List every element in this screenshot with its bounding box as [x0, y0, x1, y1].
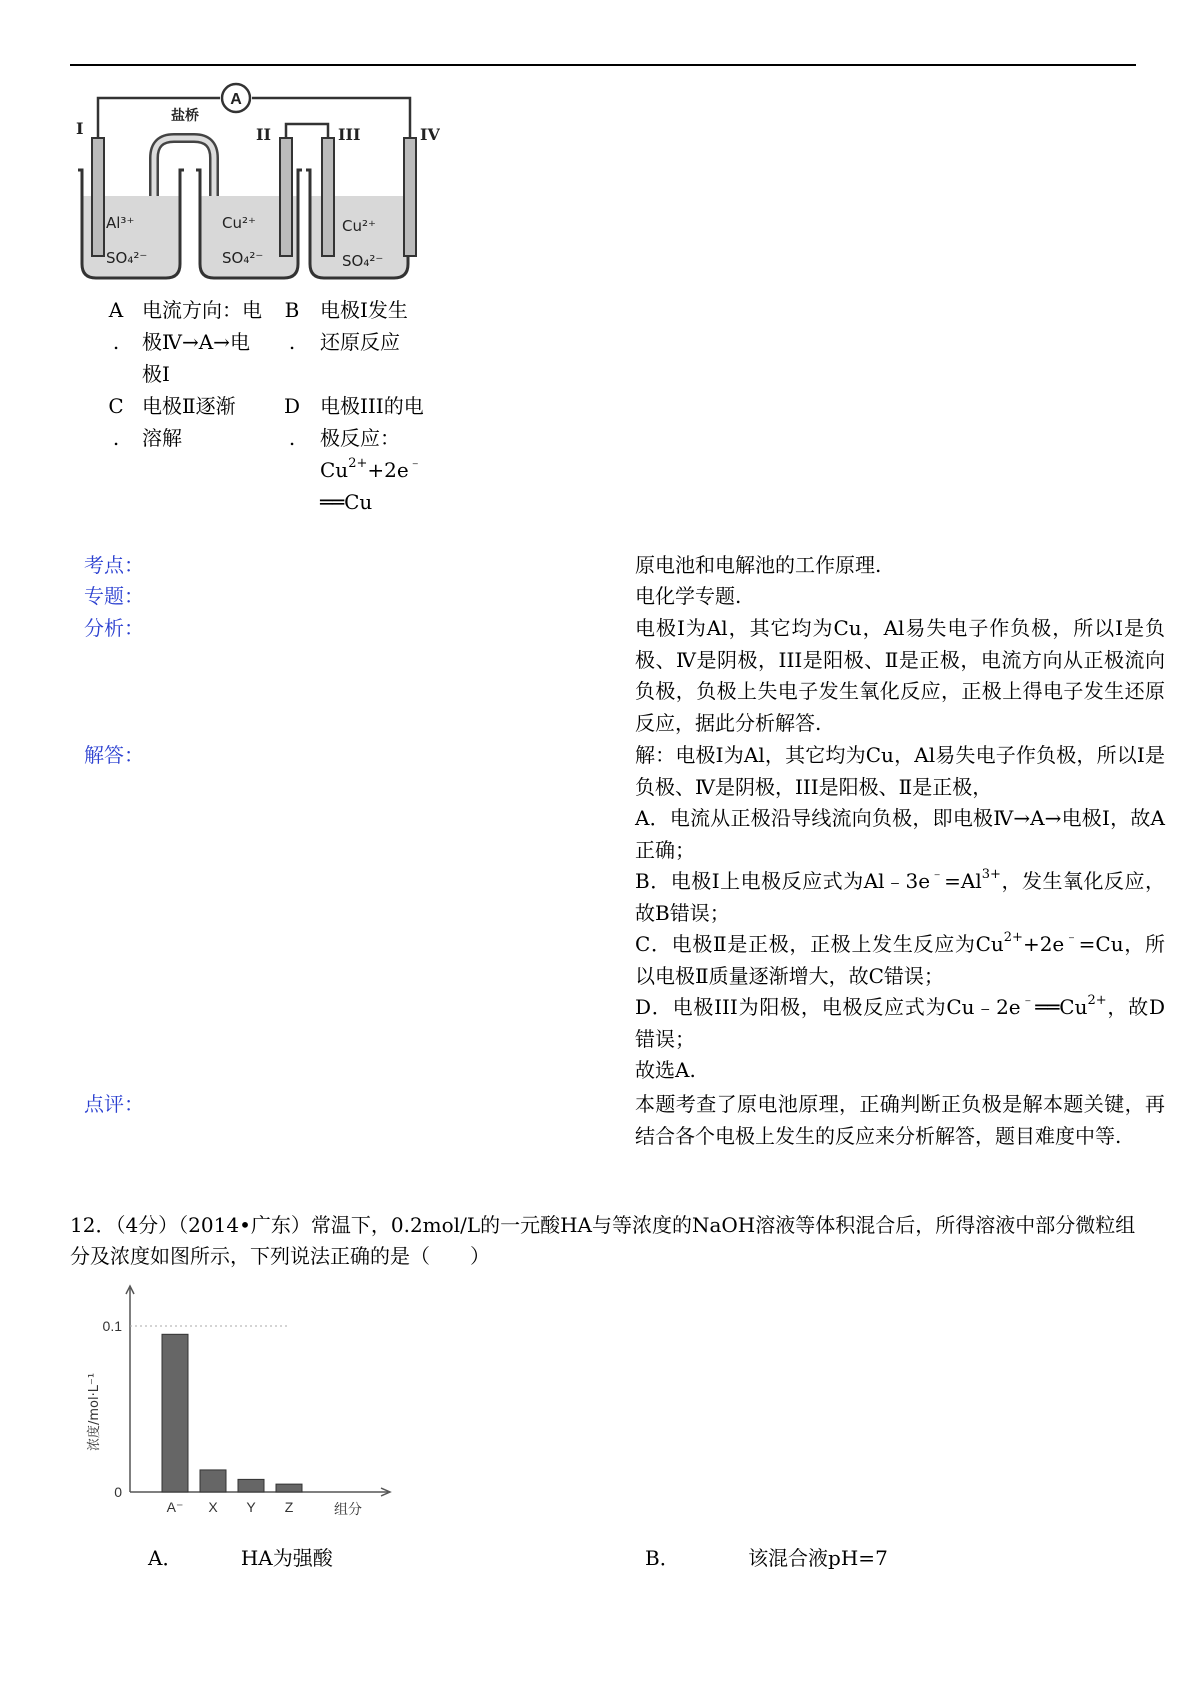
jieda-intro: 解：电极Ⅰ为Al，其它均为Cu，Al易失电子作负极，所以Ⅰ是负极、Ⅳ是阴极，III是阳极、Ⅱ是正极，: [635, 743, 1165, 799]
wire-right: [252, 98, 410, 138]
galvanic-cell-diagram: [70, 78, 440, 288]
dianping-label: 点评：: [84, 1092, 144, 1116]
question-12-stem: 12．（4分）（2014•广东）常温下，0.2mol/L的一元酸HA与等浓度的NaOH溶液等体积混合后，所得溶液中部分微粒组分及浓度如图所示，下列说法正确的是（ ）: [70, 1213, 1136, 1268]
electrode-label-3: III: [338, 125, 361, 144]
electrode-3: [322, 138, 334, 256]
option-text: ══Cu: [320, 490, 373, 514]
x-tick-label-3: Z: [284, 1499, 294, 1515]
ion-anion-2: SO₄²⁻: [222, 249, 264, 267]
electrode-label-1: I: [76, 119, 84, 138]
jieda-c: C．电极Ⅱ是正极，正极上发生反应为$Cu^{2+}+2e^﹣=Cu$，所以电极Ⅱ质量逐渐增大，故C错误；: [635, 930, 1165, 988]
option-text: 极Ⅰ: [142, 362, 170, 386]
option-letter: A: [108, 298, 124, 322]
jieda-label: 解答：: [84, 743, 144, 767]
jieda-end: 故选A.: [635, 1058, 696, 1082]
option-text: 该混合液pH=7: [748, 1546, 888, 1570]
salt-bridge-label: 盐桥: [171, 108, 199, 124]
fenxi-text: 电极Ⅰ为Al，其它均为Cu，Al易失电子作负极，所以Ⅰ是负极、Ⅳ是阴极，III是阳极、Ⅱ是正极，电流方向从正极流向负极，负极上失电子发生氧化反应，正极上得电子发生还原反应，据此分析解答.: [635, 616, 1165, 735]
y-tick-zero: 0: [114, 1484, 122, 1500]
electrode-2: [280, 138, 292, 256]
ion-anion-1: SO₄²⁻: [106, 249, 148, 267]
option-dot: .: [288, 426, 296, 450]
bar-1: [200, 1470, 226, 1492]
option-text: $Cu^{2+}+2e^﹣$: [320, 456, 422, 482]
ion-cation-3: Cu²⁺: [342, 217, 376, 235]
header-rule: [70, 64, 1136, 66]
y-axis-label: 浓度/mol·L⁻¹: [87, 1372, 102, 1452]
electrode-label-4: IV: [420, 125, 440, 144]
option-letter: C: [108, 394, 124, 418]
ion-cation-2: Cu²⁺: [222, 214, 256, 232]
x-tick-label-1: X: [208, 1499, 218, 1515]
zhuanti-label: 专题：: [84, 584, 144, 608]
jieda-block: [635, 740, 1165, 1087]
option-letter: B: [284, 298, 300, 322]
electrode-label-2: II: [256, 125, 271, 144]
option-text: 电极Ⅱ逐渐: [142, 394, 236, 418]
zhuanti-text: 电化学专题.: [635, 584, 742, 608]
option-text: 还原反应: [320, 330, 400, 354]
x-tick-label-2: Y: [246, 1499, 256, 1515]
electrode-1: [92, 138, 104, 256]
option-letter: D: [283, 394, 301, 418]
wire-link: [286, 124, 328, 138]
bar-0: [162, 1334, 188, 1492]
ion-cation-1: Al³⁺: [106, 214, 135, 232]
option-dot: .: [112, 330, 120, 354]
jieda-b: B．电极Ⅰ上电极反应式为$Al﹣3e^﹣=Al^{3+}$，发生氧化反应，故B错误；: [635, 867, 1166, 925]
jieda-d: D．电极III为阳极，电极反应式为$Cu﹣2e^﹣══Cu^{2+}$，故D错误；: [635, 993, 1165, 1051]
option-text: HA为强酸: [240, 1546, 333, 1570]
ammeter-label: A: [230, 91, 242, 108]
option-letter: B．: [645, 1546, 680, 1570]
option-text: 电极III的电: [320, 394, 424, 418]
ion-anion-3: SO₄²⁻: [342, 252, 384, 270]
wire-left: [98, 98, 220, 138]
option-text: 极反应：: [320, 426, 400, 450]
x-axis-label: 组分: [334, 1502, 362, 1518]
q12-option-a[interactable]: [148, 1542, 333, 1574]
kaodian-label: 考点：: [84, 553, 144, 577]
option-text: 溶解: [142, 426, 182, 450]
option-dot: .: [288, 330, 296, 354]
option-dot: .: [112, 426, 120, 450]
bar-3: [276, 1484, 302, 1492]
option-letter: A．: [148, 1546, 183, 1570]
electrode-4: [404, 138, 416, 256]
fenxi-label: 分析：: [84, 616, 144, 640]
option-text: 电流方向：电: [142, 298, 262, 322]
y-tick-top: 0.1: [102, 1318, 122, 1334]
jieda-a: A．电流从正极沿导线流向负极，即电极Ⅳ→A→电极Ⅰ，故A正确；: [635, 806, 1165, 862]
x-tick-label-0: A⁻: [166, 1499, 184, 1515]
concentration-bar-chart: [78, 1282, 408, 1522]
q12-option-b[interactable]: [645, 1542, 888, 1574]
kaodian-text: 原电池和电解池的工作原理.: [635, 553, 882, 577]
option-text: 极Ⅳ→A→电: [142, 330, 250, 354]
dianping-text: 本题考查了原电池原理，正确判断正负极是解本题关键，再结合各个电极上发生的反应来分析解答，题目难度中等.: [635, 1092, 1165, 1148]
option-text: 电极Ⅰ发生: [320, 298, 408, 322]
bar-2: [238, 1479, 264, 1492]
